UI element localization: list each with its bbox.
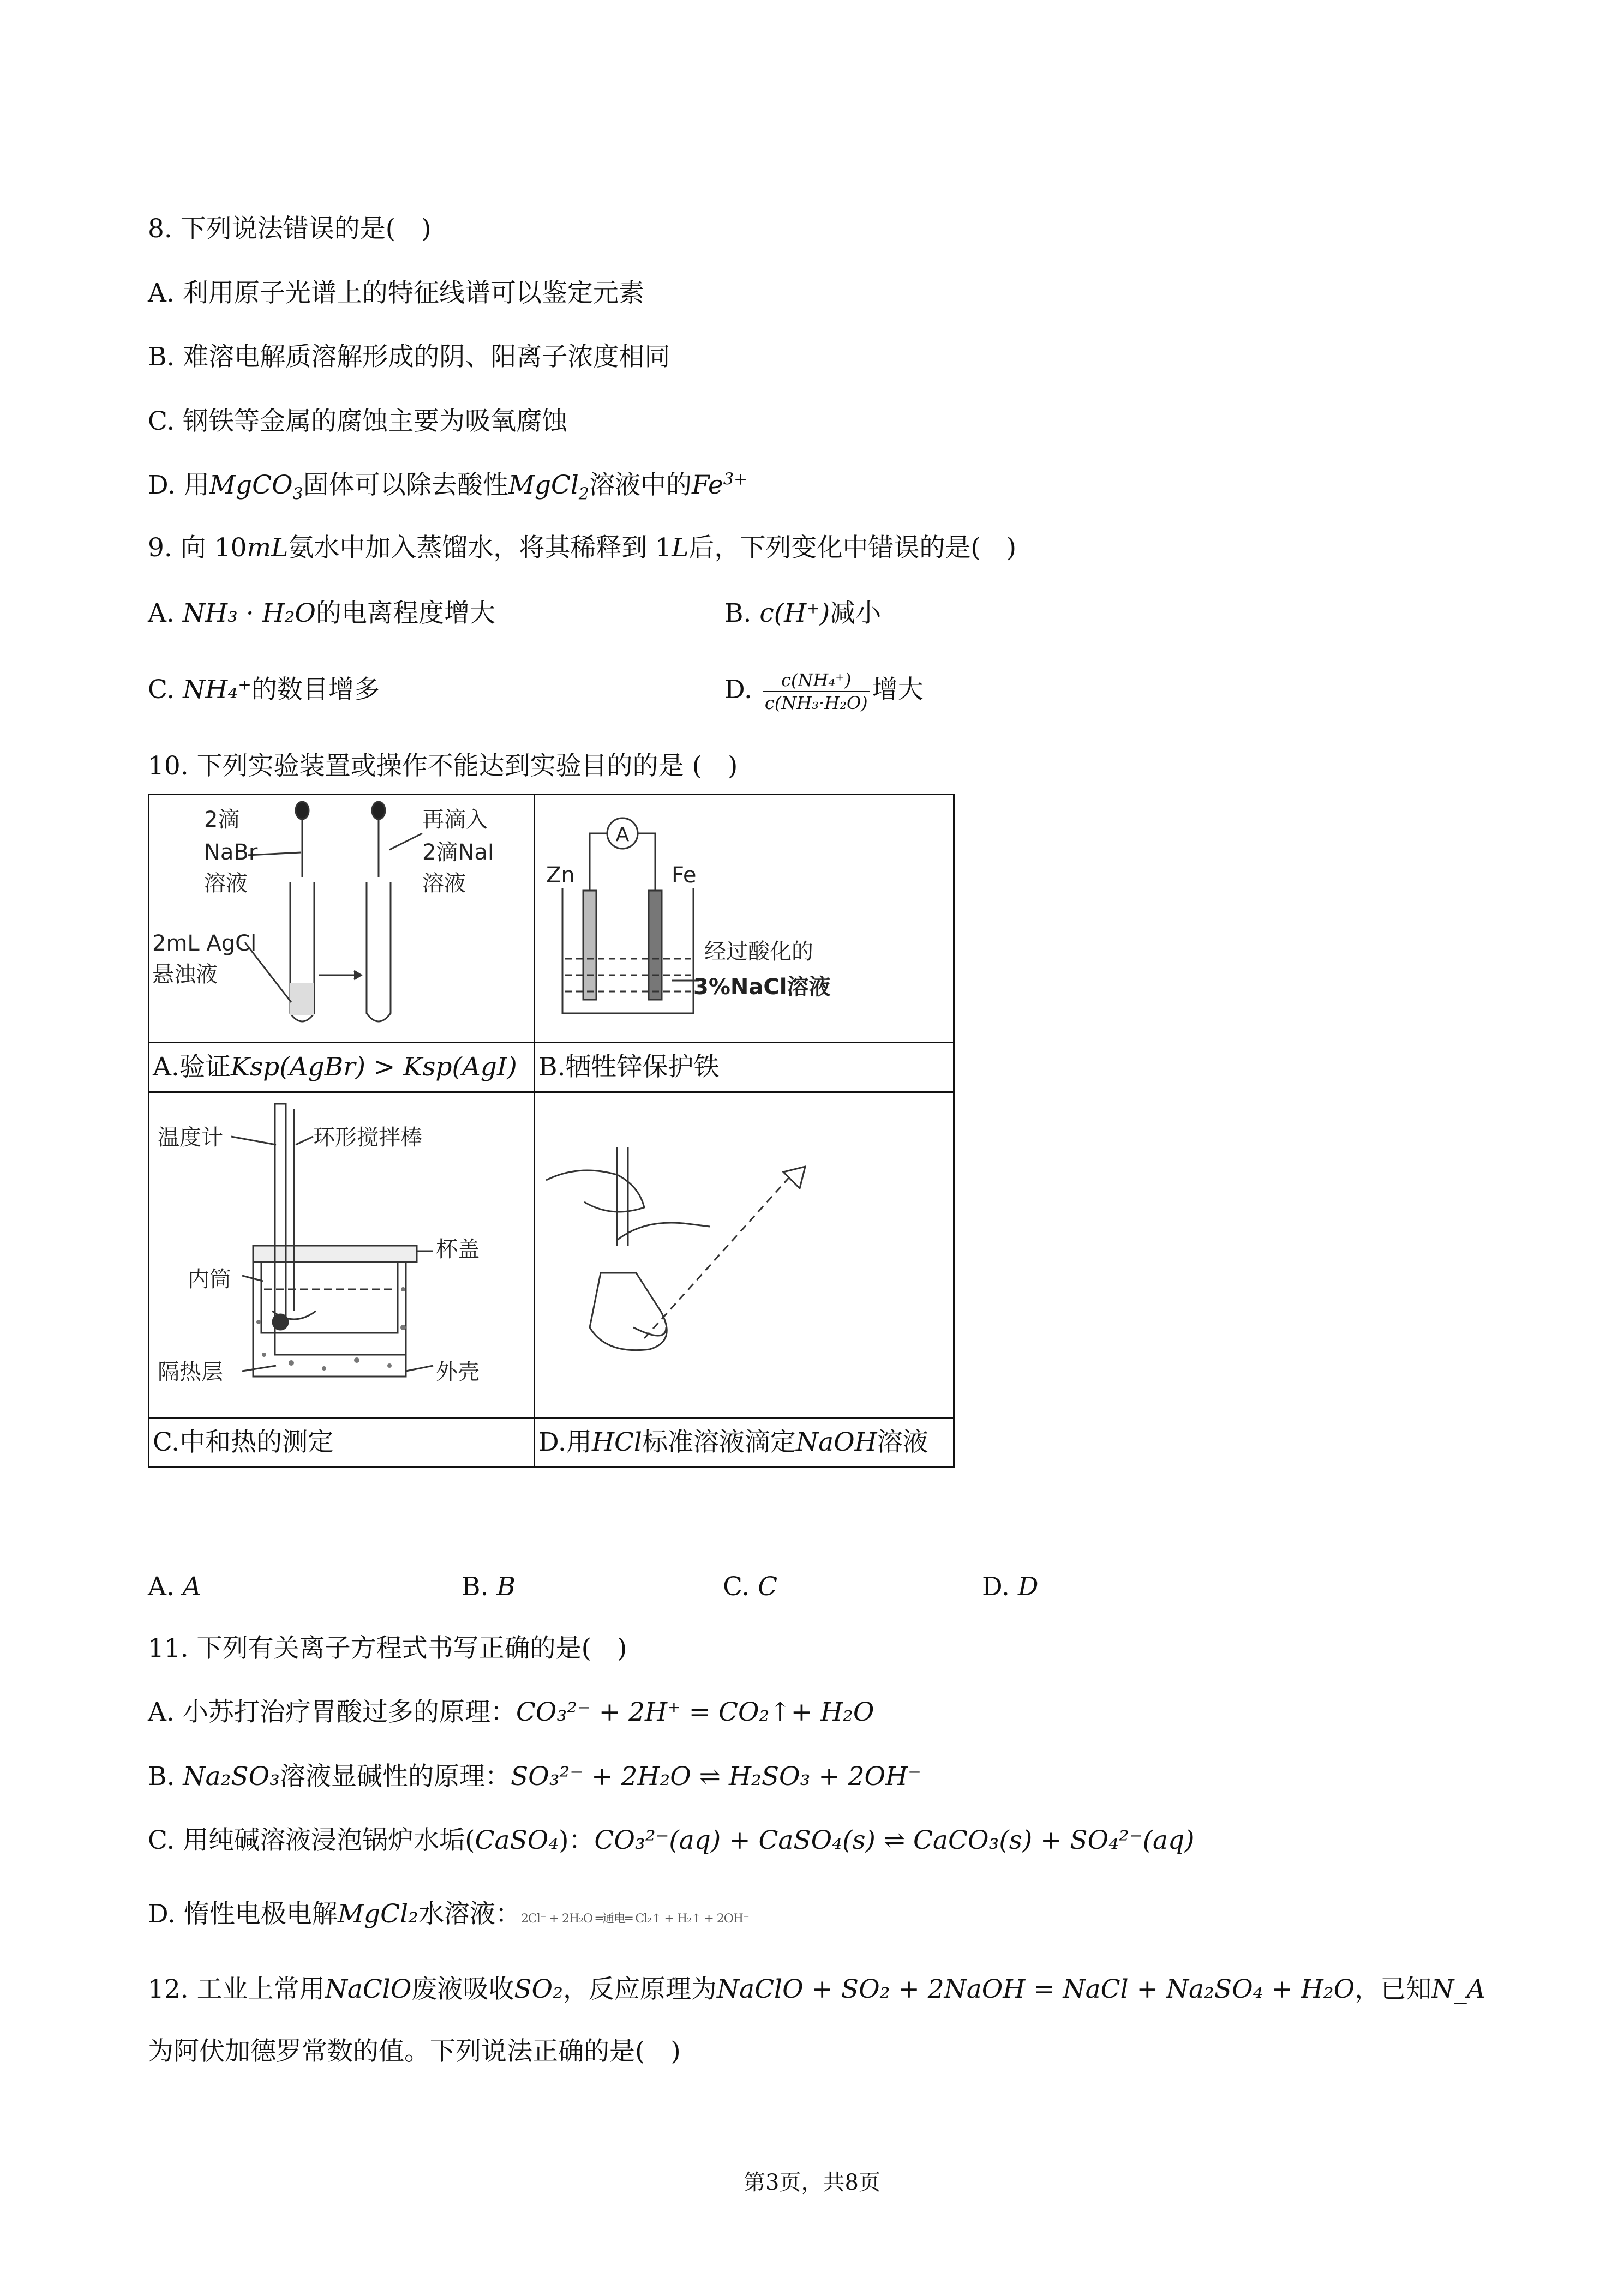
fig-c-inner: 内筒 <box>188 1267 231 1292</box>
q9-stem: 9. 向 10mL氨水中加入蒸馏水，将其稀释到 1L后，下列变化中错误的是( ) <box>148 533 1017 563</box>
q11-option-c: C. 用纯碱溶液浸泡锅炉水垢(CaSO₄)：CO₃²⁻(aq) + CaSO₄(s) ⇌ CaCO₃(s) + SO₄²⁻(aq) <box>148 1825 1195 1855</box>
q9-option-b: B. c(H⁺)减小 <box>724 598 882 628</box>
q8-stem: 8. 下列说法错误的是( ) <box>148 214 432 244</box>
fig-a-label-7: 2mL AgCl <box>152 931 257 956</box>
q10-option-c: C. C <box>723 1572 778 1602</box>
q8-option-c: C. 钢铁等金属的腐蚀主要为吸氧腐蚀 <box>148 406 568 436</box>
figure-d-titration <box>535 1093 953 1415</box>
caption-a: A.验证Ksp(AgBr) > Ksp(AgI) <box>149 1043 535 1092</box>
q9-option-c: C. NH₄⁺的数目增多 <box>148 675 380 705</box>
q10-option-a: A. A <box>148 1572 201 1602</box>
q8-option-a: A. 利用原子光谱上的特征线谱可以鉴定元素 <box>148 278 644 308</box>
q12-line-1: 12. 工业上常用NaClO废液吸收SO₂，反应原理为NaClO + SO₂ + 2NaOH = NaCl + Na₂SO₄ + H₂O，已知N_A <box>148 1974 1485 2004</box>
q10-option-b: B. B <box>462 1572 516 1602</box>
figure-c-calorimeter <box>149 1093 534 1415</box>
q11-option-d: D. 惰性电极电解MgCl₂水溶液：2Cl⁻ + 2H₂O ═通电═ Cl₂↑ + H₂↑ + 2OH⁻ <box>148 1899 749 1929</box>
fig-a-label-6: 溶液 <box>422 871 466 896</box>
q9-option-a: A. NH₃ · H₂O的电离程度增大 <box>148 598 495 628</box>
figure-c-cell <box>149 1092 535 1418</box>
fig-b-meter-label: A <box>615 824 630 846</box>
figure-b-galvanic-cell <box>535 795 953 1039</box>
q9-option-d: D. $\frac{\text{c(NH₄⁺)}}{\text{c(NH₃·H₂O)}}$ 增大 <box>724 670 924 713</box>
q11-option-b: B. Na₂SO₃溶液显碱性的原理：SO₃²⁻ + 2H₂O ⇌ H₂SO₃ + 2OH⁻ <box>148 1762 921 1792</box>
q8-option-d: D. 用MgCO$_3$固体可以除去酸性MgCl$_2$溶液中的$Fe^{3+}$ <box>148 470 748 504</box>
q8-option-b: B. 难溶电解质溶解形成的阴、阳离子浓度相同 <box>148 342 670 372</box>
page-footer: 第3页，共8页 <box>744 2170 880 2195</box>
caption-c: C.中和热的测定 <box>149 1418 535 1468</box>
q9-fraction: $\frac{\text{c(NH₄⁺)}}{\text{c(NH₃·H₂O)}}$ <box>763 669 870 714</box>
figure-a-cell <box>149 795 535 1043</box>
fig-c-stirrer: 环形搅拌棒 <box>313 1125 422 1150</box>
fig-a-label-5: 2滴NaI <box>422 840 494 865</box>
fig-c-insulation: 隔热层 <box>158 1360 223 1385</box>
q11-option-a: A. 小苏打治疗胃酸过多的原理：CO₃²⁻ + 2H⁺ = CO₂↑+ H₂O <box>148 1697 874 1727</box>
fig-b-solution-2: 3%NaCl溶液 <box>693 975 831 1000</box>
fig-a-label-8: 悬浊液 <box>152 962 218 987</box>
fig-c-shell: 外壳 <box>436 1360 480 1385</box>
caption-b: B.牺牲锌保护铁 <box>535 1043 954 1092</box>
fig-c-thermometer: 温度计 <box>158 1125 223 1150</box>
fig-b-fe: Fe <box>672 863 697 888</box>
fig-b-solution-1: 经过酸化的 <box>704 939 813 964</box>
q10-option-d: D. D <box>982 1572 1039 1602</box>
q12-line-2: 为阿伏加德罗常数的值。下列说法正确的是( ) <box>148 2036 681 2066</box>
figure-b-cell <box>535 795 954 1043</box>
fig-a-label-1: 2滴 <box>204 807 240 832</box>
fig-a-label-4: 再滴入 <box>422 807 488 832</box>
figure-d-cell <box>535 1092 954 1418</box>
figure-a-test-tubes <box>149 795 534 1039</box>
fig-a-label-2: NaBr <box>204 840 258 865</box>
fig-c-lid: 杯盖 <box>436 1237 480 1262</box>
q11-stem: 11. 下列有关离子方程式书写正确的是( ) <box>148 1633 627 1663</box>
q10-experiment-table <box>148 794 955 1468</box>
q11-d-equation-image: 2Cl⁻ + 2H₂O ═通电═ Cl₂↑ + H₂↑ + 2OH⁻ <box>520 1912 749 1926</box>
fig-a-label-3: 溶液 <box>204 871 248 896</box>
caption-d: D.用HCl标准溶液滴定NaOH溶液 <box>535 1418 954 1468</box>
fig-b-zn: Zn <box>546 863 575 888</box>
q10-stem: 10. 下列实验装置或操作不能达到实验目的的是 ( ) <box>148 751 738 781</box>
